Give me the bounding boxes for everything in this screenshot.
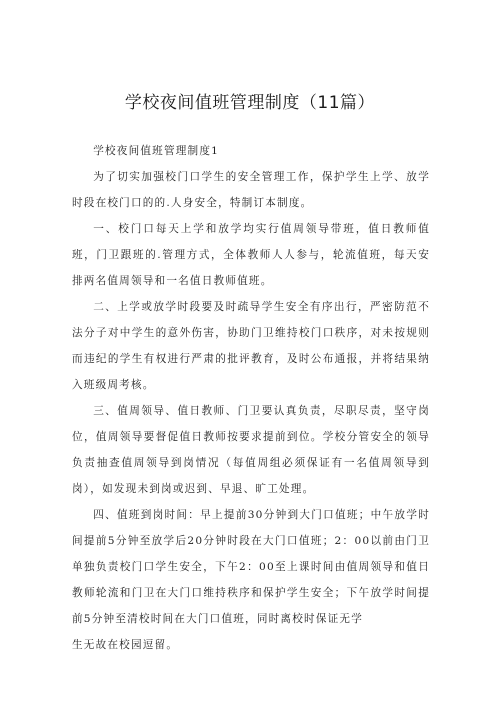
paragraph-rule-3: 三、值周领导、值日教师、门卫要认真负责，尽职尽责，坚守岗位，值周领导要督促值日教师按要求提前到位。学校分管安全的领导负责抽查值周领导到岗情况（每值周组必须保证有一名值周领导到岗），如发现未到岗或迟到、早退、旷工处理。 — [72, 405, 430, 495]
paragraph-rule-4: 四、值班到岗时间：早上提前30分钟到大门口值班；中午放学时间提前5分钟至放学后20分钟时段在大门口值班；2：00以前由门卫单独负责校门口学生安全，下午2：00至上课时间由值周领导和值日教师轮流和门卫在大门口维持秩序和保护学生安全；下午放学时间提前5分钟至清校时间在大门口值班，同时离校时保证无学 — [72, 509, 430, 625]
paragraph-rule-1: 一、校门口每天上学和放学均实行值周领导带班，值日教师值班，门卫跟班的.管理方式，全体教师人人参与，轮流值班，每天安排两名值周领导和一名值日教师值班。 — [72, 223, 430, 287]
paragraph-continuation: 生无故在校园逗留。 — [72, 639, 179, 651]
paragraph-intro: 为了切实加强校门口学生的安全管理工作，保护学生上学、放学时段在校门口的的.人身安全，特制订本制度。 — [72, 171, 430, 209]
document-body — [72, 138, 430, 658]
paragraph-rule-2: 二、上学或放学时段要及时疏导学生安全有序出行，严密防范不法分子对中学生的意外伤害，协助门卫维持校门口秩序，对未按规则而违纪的学生有权进行严肃的批评教育，及时公布通报，并将结果纳入班级周考核。 — [72, 301, 430, 391]
document-title: 学校夜间值班管理制度（11篇） — [124, 93, 376, 113]
document-subtitle: 学校夜间值班管理制度1 — [93, 145, 220, 157]
